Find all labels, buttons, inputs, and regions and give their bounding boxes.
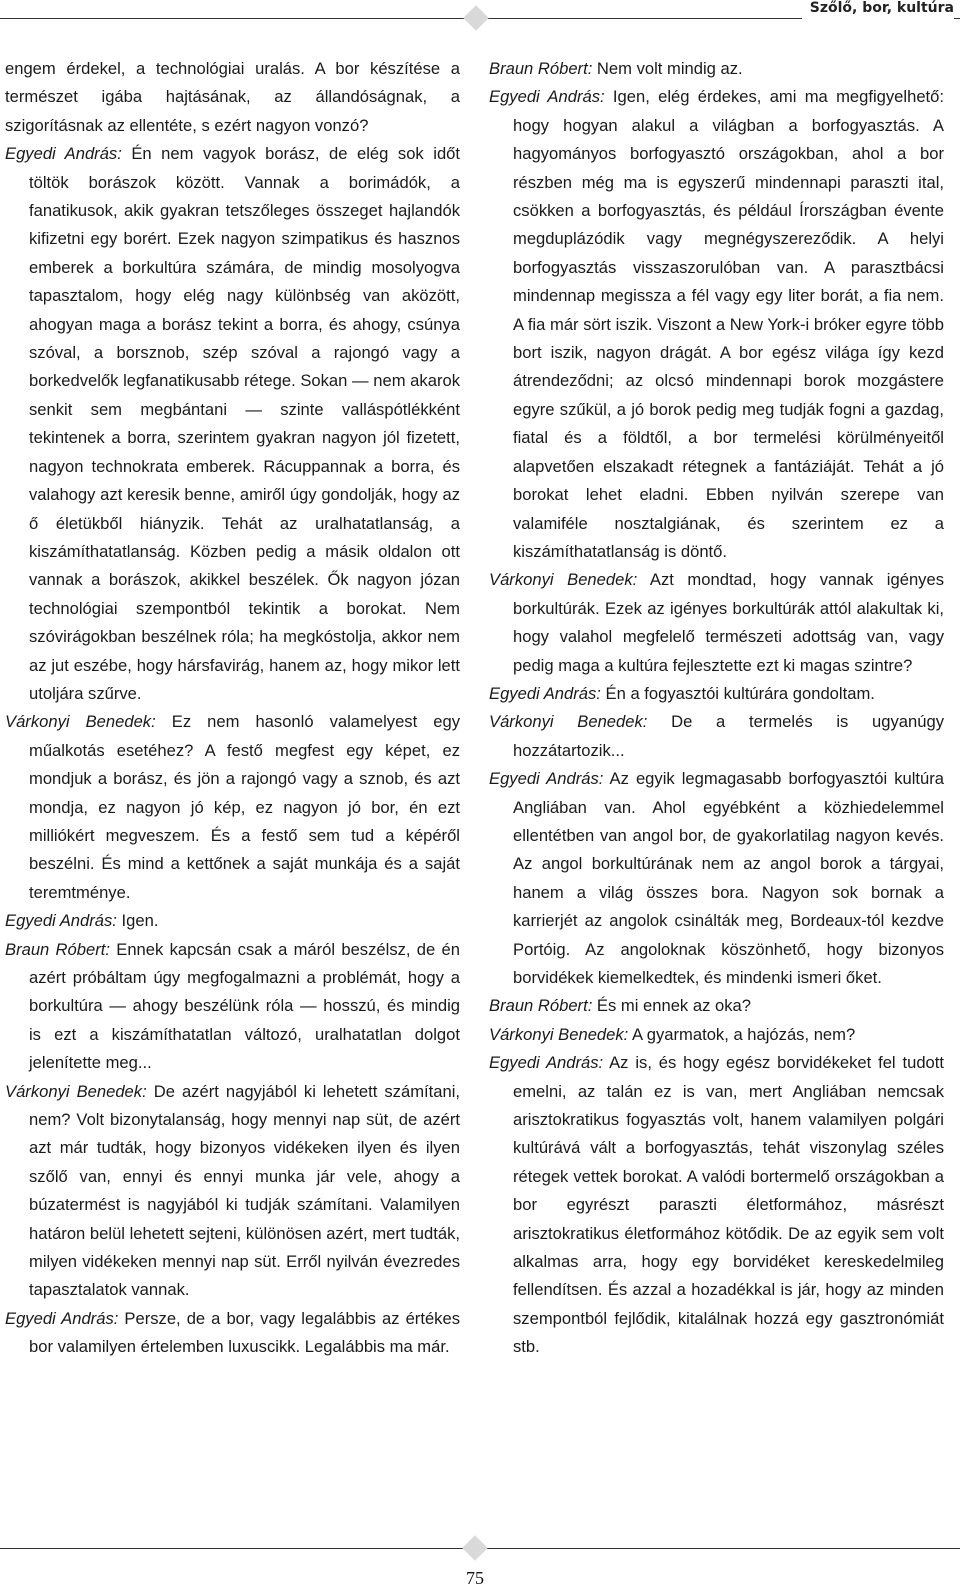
paragraph-text: Nem volt mindig az. [592, 59, 743, 78]
paragraph-text: Az is, és hogy egész borvidékeket fel tudott emelni, az talán ez is van, mert Angliában nemcsak arisztokratikus fogyasztás volt, hanem valamilyen polgári kultúrává vált a borfogyasztás, tehát viszonylag széles rétegek vettek borokat. A valódi bortermelő országokban a bor egyrészt paraszti életformához, másrészt arisztokratikus életformához kötődik. De az egyik sem volt alkalmas arra, hogy egy borvidéket kereskedelmileg fellendítsen. És azzal a hozadékkal is jár, hogy az minden szempontból fejlődik, kitalálnak hozzá egy gasztronómiát stb. [513, 1053, 944, 1357]
paragraph [5, 708, 460, 907]
left-column [5, 55, 460, 1362]
paragraph-text: Ennek kapcsán csak a máról beszélsz, de én azért próbáltam úgy megfogalmazni a problémát, hogy a borkultúra — ahogy beszélünk róla — hosszú, és mindig is ezt a kiszámíthatatlan változó, uralhatatlan dolgot jelenítette meg... [29, 939, 460, 1073]
paragraph [489, 566, 944, 680]
paragraph-text: Ez nem hasonló valamelyest egy műalkotás esetéhez? A festő megfest egy képet, ez mondjuk a borász, és jön a rajongó vagy a sznob, és azt mondja, ez nagyon jó kép, ez nagyon jó bor, én ezt milliókért megveszem. És a festő sem tud a képéről beszélni. És mind a kettőnek a saját munkája és a saját teremtménye. [29, 712, 460, 902]
paragraph [489, 680, 944, 708]
paragraph [489, 55, 944, 83]
speaker-name: Egyedi András: [5, 911, 117, 931]
paragraph [489, 992, 944, 1020]
paragraph-text: engem érdekel, a technológiai uralás. A bor készítése a természet igába hajtásának, az állandóságnak, a szigorításnak az ellentéte, s ezért nagyon vonzó? [5, 59, 460, 135]
speaker-name: Egyedi András: [5, 1308, 119, 1328]
speaker-name: Braun Róbert: [5, 939, 110, 959]
speaker-name: Braun Róbert: [489, 996, 593, 1016]
speaker-name: Várkonyi Benedek: [489, 712, 648, 732]
paragraph-text: És mi ennek az oka? [592, 996, 751, 1016]
paragraph-text: Én a fogyasztói kultúrára gondoltam. [600, 683, 875, 703]
paragraph-text: A gyarmatok, a hajózás, nem? [628, 1024, 856, 1044]
page-number: 75 [466, 1568, 484, 1588]
paragraph-text: Én nem vagyok borász, de elég sok időt töltök borászok között. Vannak a borimádók, a fanatikusok, akik gyakran tetszőleges összeget hajlandók kifizetni egy borért. Ezek nagyon szimpatikus és hasznos emberek a borkultúra számára, de mindig mosolyogva tapasztalom, hogy elég nagy különbség van aközött, ahogyan maga a borász tekint a borra, és ahogy, csúnya szóval, a borsznob, szép szóval a rajongó vagy a borkedvelők legfanatikusabb rétege. Sokan — nem akarok senkit sem megbántani — szinte valláspótlékként tekintenek a borra, szerintem gyakran nagyon jól fizetett, nagyon technokrata emberek. Rácuppannak a borra, és valahogy azt keresik benne, amiről úgy gondolják, hogy az ő életükből hiányzik. Tehát az uralhatatlanság, a kiszámíthatatlanság. Közben pedig a másik oldalon ott vannak a borászok, akikkel beszélek. Ők nagyon józan technológiai szempontból tekintik a borokat. Nem szóvirágokban beszélnek róla; ha megkóstolja, akkor nem az jut eszébe, hogy hársfavirág, hanem az, hogy mikor lett utoljára szűrve. [29, 144, 461, 703]
speaker-name: Várkonyi Benedek: [489, 570, 638, 590]
paragraph [5, 936, 460, 1078]
paragraph [489, 83, 944, 566]
paragraph-text: Igen. [116, 911, 159, 931]
speaker-name: Egyedi András: [489, 683, 601, 703]
speaker-name: Egyedi András: [489, 769, 604, 789]
paragraph [489, 765, 944, 992]
paragraph-text: Azt mondtad, hogy vannak igényes borkultúrák. Ezek az igényes borkultúrák attól alakultak ki, hogy valahol megfelelő természeti adottság van, vagy pedig maga a kultúra fejlesztette ezt ki magas szintre? [513, 570, 944, 675]
right-column [489, 55, 944, 1362]
header-diamond-ornament [463, 5, 488, 30]
paragraph-text: De a termelés is ugyanúgy hozzátartozik... [513, 712, 944, 760]
footer-diamond-ornament [462, 1535, 487, 1560]
speaker-name: Egyedi András: [489, 87, 605, 107]
speaker-name: Braun Róbert: [489, 59, 593, 78]
paragraph-text: De azért nagyjából ki lehetett számítani, nem? Volt bizonytalanság, hogy mennyi nap süt, de azért azt már tudták, hogy bizonyos vidékeken ilyen és ilyen szőlő van, ennyi és ennyi munka jár vele, ahogy a búzatermést is nagyjából ki tudják számítani. Valamilyen határon belül lehetett sejteni, különösen azért, mert tudták, milyen vidékeken mennyi nap süt. Erről nyilván évezredes tapasztalatok vannak. [29, 1081, 460, 1300]
running-header: Szőlő, bor, kultúra [802, 0, 954, 19]
speaker-name: Várkonyi Benedek: [5, 1081, 147, 1101]
speaker-name: Egyedi András: [489, 1053, 604, 1073]
paragraph [5, 140, 460, 708]
speaker-name: Egyedi András: [5, 144, 122, 164]
paragraph [5, 1078, 460, 1305]
paragraph [5, 1305, 460, 1362]
paragraph-text: Az egyik legmagasabb borfogyasztói kultúra Angliában van. Ahol egyébként a közhiedelemmel ellentétben van angol bor, de gyakorlatilag nagyon kevés. Az angol borkultúrának nem az angol borok a tárgyai, hanem a világ összes bora. Nagyon sok bornak a karrierjét az angolok csinálták meg, Bordeaux-tól kezdve Portóig. Az angoloknak köszönhető, hogy bizonyos borvidékek kiemelkedtek, és mindenki ismeri őket. [513, 769, 945, 987]
speaker-name: Várkonyi Benedek: [489, 1024, 629, 1044]
paragraph-text: Persze, de a bor, vagy legalábbis az értékes bor valamilyen értelemben luxuscikk. Legalábbis ma már. [29, 1308, 460, 1357]
paragraph [489, 1021, 944, 1049]
paragraph-text: Igen, elég érdekes, ami ma megfigyelhető: hogy hogyan alakul a világban a borfogyasztás. A hagyományos borfogyasztó országokban, ahol a bor részben még ma is egyszerű mindennapi paraszti ital, csökken a borfogyasztás, és például Írországban évente megduplázódik vagy megnégyszereződik. A helyi borfogyasztás visszaszorulóban van. A parasztbácsi mindennap megissza a fél vagy egy liter borát, a fia nem. A fia már sört iszik. Viszont a New York-i bróker egyre több bort iszik, nagyon drágát. A bor egész világa így kezd átrendeződni; az olcsó mindennapi borok mozgástere egyre szűkül, a jó borok pedig meg tudják fogni a gazdag, fiatal és a földtől, a bor termelési körülményeitől alapvetően elszakadt rétegnek a fantáziáját. Tehát a jó borokat lehet eladni. Ebben nyilván szerepe van valamiféle nosztalgiának, és szerintem ez a kiszámíthatatlanság is döntő. [513, 87, 944, 561]
paragraph [489, 708, 944, 765]
paragraph [5, 907, 460, 935]
paragraph [489, 1049, 944, 1361]
paragraph [5, 55, 460, 140]
speaker-name: Várkonyi Benedek: [5, 712, 156, 732]
